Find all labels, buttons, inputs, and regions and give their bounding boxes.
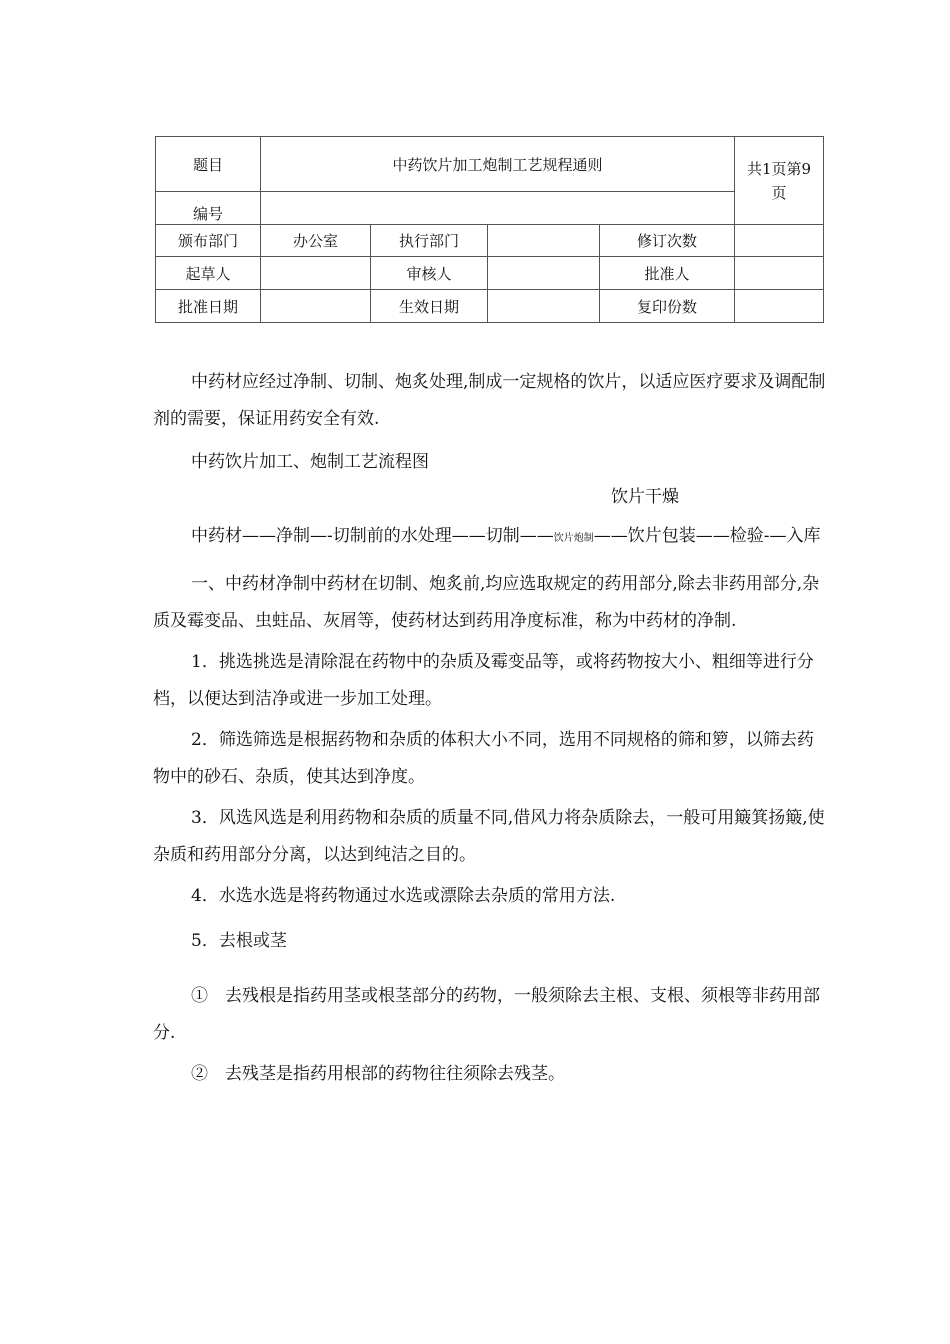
copies-label: 复印份数 <box>600 290 735 323</box>
dept-label: 颁布部门 <box>156 225 261 257</box>
effective-date-value <box>488 290 600 323</box>
reviewer-value <box>488 257 600 290</box>
flow-part-b: ——饮片包装——检验-—入库 <box>593 526 821 546</box>
flow-part-a: 中药材——净制—-切制前的水处理——切制—— <box>191 526 554 546</box>
item-5-heading: 5．去根或茎 <box>191 931 287 951</box>
document-header-table <box>155 136 824 323</box>
drafter-value <box>261 257 371 290</box>
flow-note: 饮片干燥 <box>611 487 679 507</box>
item-3-paragraph: 3．风选风选是利用药物和杂质的质量不同,借风力将杂质除去，一般可用簸箕扬簸,使杂质和药用部分分离，以达到纯洁之目的。 <box>153 808 825 865</box>
exec-dept-value <box>488 225 600 257</box>
document-body <box>153 364 827 1093</box>
item-1-paragraph: 1．挑选挑选是清除混在药物中的杂质及霉变品等，或将药物按大小、粗细等进行分档，以便达到洁净或进一步加工处理。 <box>153 652 814 709</box>
reviewer-label: 审核人 <box>371 257 488 290</box>
sub-item-2-paragraph: ② 去残茎是指药用根部的药物往往须除去残茎。 <box>191 1064 565 1084</box>
copies-value <box>735 290 824 323</box>
item-2-paragraph: 2．筛选筛选是根据药物和杂质的体积大小不同，选用不同规格的筛和箩，以筛去药物中的砂石、杂质，使其达到净度。 <box>153 730 814 787</box>
revision-label: 修订次数 <box>600 225 735 257</box>
intro-paragraph: 中药材应经过净制、切制、炮炙处理,制成一定规格的饮片，以适应医疗要求及调配制剂的需要，保证用药安全有效. <box>153 372 826 429</box>
document-title: 中药饮片加工炮制工艺规程通则 <box>261 137 735 192</box>
approve-date-value <box>261 290 371 323</box>
sub-item-1-paragraph: ① 去残根是指药用茎或根茎部分的药物，一般须除去主根、支根、须根等非药用部分. <box>153 986 820 1043</box>
flow-small-label: 饮片炮制 <box>553 533 594 544</box>
flow-title: 中药饮片加工、炮制工艺流程图 <box>191 452 429 472</box>
flow-chart-text <box>153 513 827 562</box>
item-4-paragraph: 4．水选水选是将药物通过水选或漂除去杂质的常用方法. <box>191 886 616 906</box>
drafter-label: 起草人 <box>156 257 261 290</box>
section-1-paragraph: 一、中药材净制中药材在切制、炮炙前,均应选取规定的药用部分,除去非药用部分,杂质及霉变品、虫蛀品、灰屑等，使药材达到药用净度标准，称为中药材的净制. <box>153 574 820 631</box>
number-label: 编号 <box>156 192 261 225</box>
exec-dept-label: 执行部门 <box>371 225 488 257</box>
document-number <box>261 192 735 225</box>
dept-value: 办公室 <box>261 225 371 257</box>
revision-value <box>735 225 824 257</box>
approver-label: 批准人 <box>600 257 735 290</box>
title-label: 题目 <box>156 137 261 192</box>
effective-date-label: 生效日期 <box>371 290 488 323</box>
page-count: 共1页第9页 <box>735 137 824 225</box>
approve-date-label: 批准日期 <box>156 290 261 323</box>
approver-value <box>735 257 824 290</box>
